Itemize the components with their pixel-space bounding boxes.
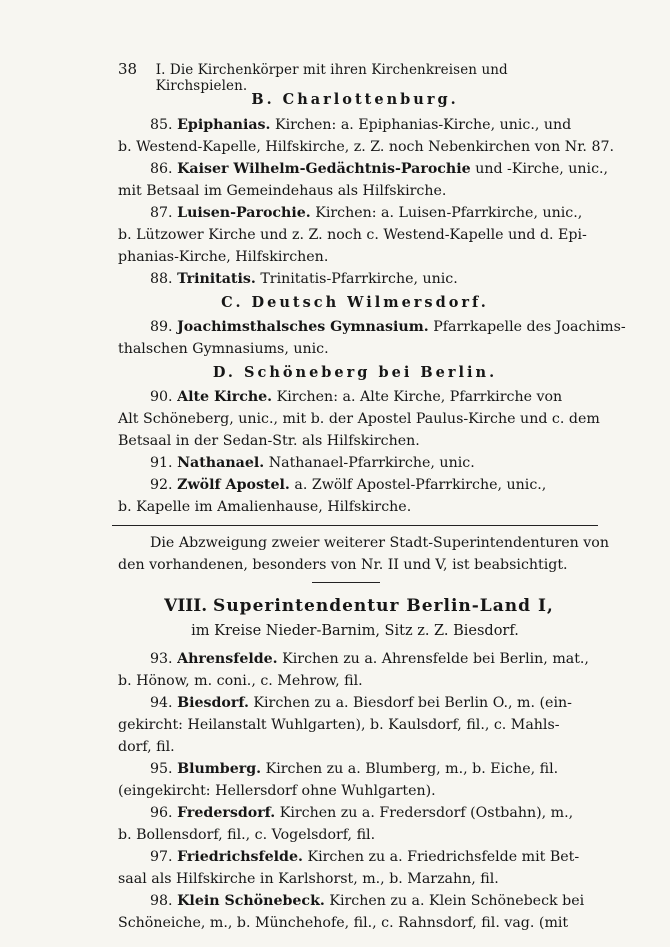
entry-93-line1: 93. Ahrensfelde. Kirchen zu a. Ahrensfelde bei Berlin, mat., — [150, 651, 589, 667]
entry-89-line1: 89. Joachimsthalsches Gymnasium. Pfarrkapelle des Joachims- — [150, 319, 626, 335]
entry-85-line2: b. Westend-Kapelle, Hilfskirche, z. Z. noch Nebenkirchen von Nr. 87. — [118, 139, 615, 155]
running-title: I. Die Kirchenkörper mit ihren Kirchenkreisen und Kirchspielen. — [155, 62, 508, 94]
entry-89-line2: thalschen Gymnasiums, unic. — [118, 341, 329, 357]
entry-94-line1: 94. Biesdorf. Kirchen zu a. Biesdorf bei Berlin O., m. (ein- — [150, 695, 572, 711]
running-header — [118, 60, 600, 94]
page-number: 38 — [118, 60, 138, 78]
entry-88-line1: 88. Trinitatis. Trinitatis-Pfarrkirche, unic. — [150, 271, 458, 287]
divider-rule — [112, 525, 598, 526]
entry-96-line2: b. Bollensdorf, fil., c. Vogelsdorf, fil. — [118, 827, 376, 843]
entry-90-line2: Alt Schöneberg, unic., mit b. der Apostel Paulus-Kirche und c. dem — [118, 411, 600, 427]
section-heading-viii — [118, 595, 600, 617]
section-heading-b: B. Charlottenburg. — [251, 91, 459, 108]
entry-96-line1: 96. Fredersdorf. Kirchen zu a. Fredersdorf (Ostbahn), m., — [150, 805, 574, 821]
entry-98-line1: 98. Klein Schönebeck. Kirchen zu a. Klein Schönebeck bei — [150, 893, 585, 909]
section-numeral: VIII. — [164, 596, 208, 616]
entry-98-line2: Schöneiche, m., b. Münchehofe, fil., c. Rahnsdorf, fil. vag. (mit — [118, 915, 569, 931]
entry-87-line2: b. Lützower Kirche und z. Z. noch c. Westend-Kapelle und d. Epi- — [118, 227, 587, 243]
section-subtitle: im Kreise Nieder-Barnim, Sitz z. Z. Biesdorf. — [191, 623, 519, 639]
section-title: Superintendentur Berlin-Land I, — [213, 596, 554, 616]
entry-87-line1: 87. Luisen-Parochie. Kirchen: a. Luisen-Pfarrkirche, unic., — [150, 205, 583, 221]
entry-90-line1: 90. Alte Kirche. Kirchen: a. Alte Kirche, Pfarrkirche von — [150, 389, 563, 405]
entry-94-line2: gekircht: Heilanstalt Wuhlgarten), b. Kaulsdorf, fil., c. Mahls- — [118, 717, 560, 733]
entry-86-line2: mit Betsaal im Gemeindehaus als Hilfskirche. — [118, 183, 447, 199]
entry-95-line1: 95. Blumberg. Kirchen zu a. Blumberg, m., b. Eiche, fil. — [150, 761, 559, 777]
note-line2: den vorhandenen, besonders von Nr. II und V, ist beabsichtigt. — [118, 557, 568, 573]
entry-94-line3: dorf, fil. — [118, 739, 175, 755]
entry-91-line1: 91. Nathanael. Nathanael-Pfarrkirche, unic. — [150, 455, 475, 471]
entry-86-line1: 86. Kaiser Wilhelm-Gedächtnis-Parochie und -Kirche, unic., — [150, 161, 609, 177]
entry-92-line1: 92. Zwölf Apostel. a. Zwölf Apostel-Pfarrkirche, unic., — [150, 477, 547, 493]
entry-name: Epiphanias. — [177, 117, 271, 133]
entry-85-line1: 85. Epiphanias. Kirchen: a. Epiphanias-Kirche, unic., und — [150, 117, 572, 133]
entry-97-line2: saal als Hilfskirche in Karlshorst, m., b. Marzahn, fil. — [118, 871, 499, 887]
entry-93-line2: b. Hönow, m. coni., c. Mehrow, fil. — [118, 673, 363, 689]
entry-90-line3: Betsaal in der Sedan-Str. als Hilfskirchen. — [118, 433, 420, 449]
note-line1: Die Abzweigung zweier weiterer Stadt-Superintendenturen von — [150, 535, 609, 551]
entry-87-line3: phanias-Kirche, Hilfskirchen. — [118, 249, 329, 265]
short-divider-rule — [312, 582, 380, 583]
section-heading-d: D. Schöneberg bei Berlin. — [212, 364, 498, 381]
entry-92-line2: b. Kapelle im Amalienhause, Hilfskirche. — [118, 499, 412, 515]
section-heading-c: C. Deutsch Wilmersdorf. — [221, 294, 489, 311]
entry-97-line1: 97. Friedrichsfelde. Kirchen zu a. Friedrichsfelde mit Bet- — [150, 849, 580, 865]
entry-95-line2: (eingekircht: Hellersdorf ohne Wuhlgarten). — [118, 783, 436, 799]
